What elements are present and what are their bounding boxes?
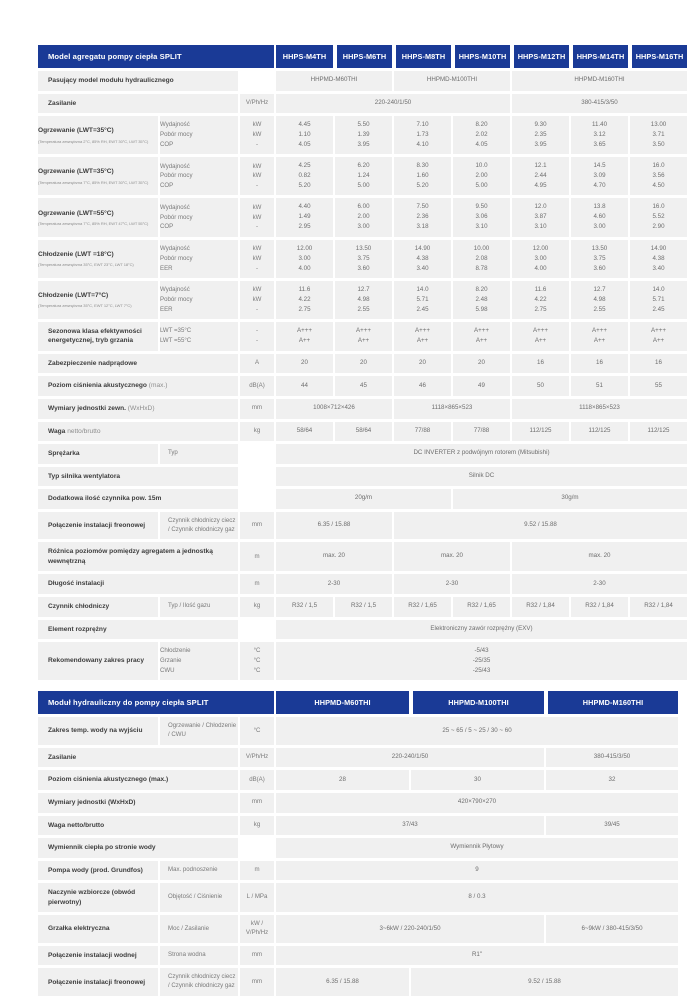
row-energy-class bbox=[38, 322, 687, 351]
value-cell: 9.52 / 15.88 bbox=[394, 512, 687, 540]
value-cell: A+++ A++ bbox=[335, 322, 392, 351]
unit-text: kW bbox=[252, 131, 262, 139]
row-label: Połączenie instalacji freonowej bbox=[38, 512, 158, 540]
unit-text: - bbox=[255, 141, 259, 149]
value-cell: 44 bbox=[276, 376, 333, 396]
row-label bbox=[38, 281, 158, 319]
param-names: Max. podnoszenie bbox=[160, 861, 238, 881]
value-cell: 50 bbox=[512, 376, 569, 396]
unit-cell: V/Ph/Hz bbox=[240, 748, 274, 768]
unit-cell: kW / V/Ph/Hz bbox=[240, 915, 274, 943]
row-label-note: (max.) bbox=[148, 382, 168, 390]
value-cell: 8.20 2.48 5.98 bbox=[453, 281, 510, 319]
row-label-sub: (Temperatura zewnętrzna 7°C, 85% RH, EWT 30°C, LWT 35°C) bbox=[38, 180, 149, 186]
row-label-sub: (Temperatura zewnętrzna 7°C, 85% RH, EWT 47°C, LWT 55°C) bbox=[38, 221, 149, 227]
value-cell: max. 20 bbox=[512, 542, 687, 571]
value-cell: DC INVERTER z podwójnym rotorem (Mitsubishi) bbox=[276, 444, 687, 464]
row-cooling-7 bbox=[38, 281, 687, 319]
value-cell: 58/64 bbox=[276, 422, 333, 442]
value-cell: 13.50 3.75 3.60 bbox=[335, 240, 392, 278]
row-label: Wymiary jednostki zewn. (WxHxD) bbox=[38, 399, 238, 419]
value-cell: 20g/m bbox=[276, 489, 451, 509]
value-cell: 13.00 3.71 3.50 bbox=[630, 116, 687, 154]
unit-cell: - - bbox=[240, 322, 274, 351]
module-header-2: HHPMD-M160THI bbox=[546, 691, 678, 714]
value-cell: 112/125 bbox=[512, 422, 569, 442]
row-label: Różnica poziomów pomiędzy agregatem a jednostką wewnętrzną bbox=[38, 542, 238, 571]
row-label: Rekomendowany zakres pracy bbox=[38, 642, 158, 680]
param-names: Wydajność Pobór mocy EER bbox=[160, 240, 238, 278]
value-cell: 39/45 bbox=[546, 816, 678, 836]
value-cell: R32 / 1,84 bbox=[512, 597, 569, 617]
unit-cell bbox=[240, 620, 274, 640]
row-label: Dodatkowa ilość czynnika pow. 15m bbox=[38, 489, 238, 509]
row-label-sub: (Temperatura zewnętrzna 35°C, EWT 23°C, LWT 18°C) bbox=[38, 262, 134, 268]
row-label-sub: (Temperatura zewnętrzna 2°C, 85% RH, EWT 30°C, LWT 35°C) bbox=[38, 138, 149, 144]
param-name: COP bbox=[160, 182, 174, 190]
value-cell: 77/88 bbox=[453, 422, 510, 442]
value-cell: 13.50 3.75 3.60 bbox=[571, 240, 628, 278]
param-name: Pobór mocy bbox=[160, 131, 193, 139]
value-cell: 9.52 / 15.88 bbox=[411, 968, 678, 996]
unit-cell bbox=[240, 71, 274, 91]
row-label: Zabezpieczenie nadprądowe bbox=[38, 354, 238, 374]
value-cell: 14.90 4.38 3.40 bbox=[394, 240, 451, 278]
value-cell: 14.90 4.38 3.40 bbox=[630, 240, 687, 278]
value-cell: 8.30 1.60 5.20 bbox=[394, 157, 451, 195]
model-header-2: HHPS-M8TH bbox=[394, 45, 451, 68]
row-dimensions bbox=[38, 399, 687, 419]
value-cell: 9.30 2.35 3.95 bbox=[512, 116, 569, 154]
param-name: Wydajność bbox=[160, 162, 190, 170]
value-cell: A+++ A++ bbox=[276, 322, 333, 351]
row-extra-refrigerant bbox=[38, 489, 687, 509]
unit-table-header-row bbox=[38, 45, 687, 68]
row-module-power-supply bbox=[38, 748, 678, 768]
module-header-0: HHPMD-M60THI bbox=[276, 691, 409, 714]
value-cell: 7.50 2.36 3.18 bbox=[394, 198, 451, 236]
value-cell: 12.0 3.87 3.10 bbox=[512, 198, 569, 236]
row-overcurrent bbox=[38, 354, 687, 374]
value-cell: 30 bbox=[411, 770, 544, 790]
row-label: Waga netto/brutto bbox=[38, 422, 238, 442]
value-cell: 9.50 3.06 3.10 bbox=[453, 198, 510, 236]
value-cell: 12.1 2.44 4.95 bbox=[512, 157, 569, 195]
row-label: Grzałka elektryczna bbox=[38, 915, 158, 943]
row-power-supply bbox=[38, 94, 687, 114]
value-cell: 2-30 bbox=[512, 574, 687, 594]
param-name: Pobór mocy bbox=[160, 172, 193, 180]
value-cell: 20 bbox=[335, 354, 392, 374]
row-water-temp-range bbox=[38, 717, 678, 745]
row-label: Pompa wody (prod. Grundfos) bbox=[38, 861, 158, 881]
row-heat-exchanger bbox=[38, 838, 678, 858]
unit-cell bbox=[240, 838, 274, 858]
row-label: Element rozprężny bbox=[38, 620, 238, 640]
unit-cell: kW kW - bbox=[240, 198, 274, 236]
param-names: Czynnik chłodniczy ciecz / Czynnik chłodniczy gaz bbox=[160, 512, 238, 540]
row-label-note: netto/brutto bbox=[67, 427, 101, 435]
row-heating-35-b bbox=[38, 157, 687, 195]
value-cell: 16 bbox=[630, 354, 687, 374]
value-cell: 4.45 1.10 4.05 bbox=[276, 116, 333, 154]
param-names: Typ bbox=[160, 444, 238, 464]
value-cell: 6.00 2.00 3.00 bbox=[335, 198, 392, 236]
row-label: Wymiary jednostki (WxHxD) bbox=[38, 793, 238, 813]
value-cell: 112/125 bbox=[571, 422, 628, 442]
row-module-sound-pressure bbox=[38, 770, 678, 790]
row-label-main: Chłodzenie (LWT=7°C) bbox=[38, 291, 109, 299]
value-cell: 10.0 2.00 5.00 bbox=[453, 157, 510, 195]
unit-spec-table bbox=[36, 42, 689, 683]
value-cell: 16 bbox=[512, 354, 569, 374]
value-cell: 6.35 / 15.88 bbox=[276, 512, 392, 540]
unit-cell bbox=[240, 467, 274, 487]
value-cell: 37/43 bbox=[276, 816, 544, 836]
value-cell: 13.8 4.60 3.00 bbox=[571, 198, 628, 236]
value-cell: 14.0 5.71 2.45 bbox=[394, 281, 451, 319]
unit-cell: °C bbox=[240, 717, 274, 745]
row-label: Połączenie instalacji freonowej bbox=[38, 968, 158, 996]
value-cell: 14.5 3.09 4.70 bbox=[571, 157, 628, 195]
param-names bbox=[160, 116, 238, 154]
unit-cell: mm bbox=[240, 968, 274, 996]
row-heating-55 bbox=[38, 198, 687, 236]
row-operating-range bbox=[38, 642, 687, 680]
unit-cell bbox=[240, 444, 274, 464]
value-cell: 1118×865×523 bbox=[394, 399, 510, 419]
row-label: Połączenie instalacji wodnej bbox=[38, 946, 158, 966]
value-cell: 25 ~ 65 / 5 ~ 25 / 30 ~ 60 bbox=[276, 717, 678, 745]
value-cell: HHPMD-M60THI bbox=[276, 71, 392, 91]
value-cell: 11.40 3.12 3.65 bbox=[571, 116, 628, 154]
unit-cell: °C °C °C bbox=[240, 642, 274, 680]
model-header-0: HHPS-M4TH bbox=[276, 45, 333, 68]
row-label-sub: (Temperatura zewnętrzna 35°C, EWT 12°C, LWT 7°C) bbox=[38, 303, 132, 309]
module-table-title: Moduł hydrauliczny do pompy ciepła SPLIT bbox=[38, 691, 274, 714]
unit-cell: mm bbox=[240, 793, 274, 813]
unit-text: kW bbox=[252, 121, 262, 129]
row-label-main: Ogrzewanie (LWT=55°C) bbox=[38, 209, 114, 217]
value-cell: 51 bbox=[571, 376, 628, 396]
value-cell: Elektroniczny zawór rozprężny (EXV) bbox=[276, 620, 687, 640]
value-cell: max. 20 bbox=[276, 542, 392, 571]
value-cell: 10.00 2.08 8.78 bbox=[453, 240, 510, 278]
module-table-header-row bbox=[38, 691, 678, 714]
row-water-pump bbox=[38, 861, 678, 881]
row-expansion-element bbox=[38, 620, 687, 640]
row-label: Sprężarka bbox=[38, 444, 158, 464]
value-cell: 4.40 1.49 2.95 bbox=[276, 198, 333, 236]
row-pipe-length bbox=[38, 574, 687, 594]
value-cell: 220-240/1/50 bbox=[276, 94, 510, 114]
value-cell: 20 bbox=[453, 354, 510, 374]
value-cell: 77/88 bbox=[394, 422, 451, 442]
param-names: Objętość / Ciśnienie bbox=[160, 883, 238, 912]
value-cell: 12.00 3.00 4.00 bbox=[512, 240, 569, 278]
row-fan-motor bbox=[38, 467, 687, 487]
value-cell: A+++ A++ bbox=[512, 322, 569, 351]
row-label: Zasilanie bbox=[38, 94, 238, 114]
value-cell: Silnik DC bbox=[276, 467, 687, 487]
value-cell: 1008×712×426 bbox=[276, 399, 392, 419]
row-label: Pasujący model modułu hydraulicznego bbox=[38, 71, 238, 91]
row-module-dimensions bbox=[38, 793, 678, 813]
model-header-4: HHPS-M12TH bbox=[512, 45, 569, 68]
unit-cell: m bbox=[240, 861, 274, 881]
row-module-weight bbox=[38, 816, 678, 836]
value-cell: 9 bbox=[276, 861, 678, 881]
row-label bbox=[38, 198, 158, 236]
value-cell: R32 / 1,5 bbox=[276, 597, 333, 617]
value-cell: 20 bbox=[276, 354, 333, 374]
value-cell: R1" bbox=[276, 946, 678, 966]
value-cell: 58/64 bbox=[335, 422, 392, 442]
value-cell: 5.50 1.39 3.95 bbox=[335, 116, 392, 154]
row-label: Sezonowa klasa efektywności energetycznej, tryb grzania bbox=[38, 322, 158, 351]
value-cell: 8.20 2.02 4.05 bbox=[453, 116, 510, 154]
value-cell: 12.00 3.00 4.00 bbox=[276, 240, 333, 278]
unit-cell bbox=[240, 116, 274, 154]
model-header-6: HHPS-M16TH bbox=[630, 45, 687, 68]
row-expansion-vessel bbox=[38, 883, 678, 912]
value-cell: 16.0 3.56 4.50 bbox=[630, 157, 687, 195]
row-label bbox=[38, 240, 158, 278]
row-label bbox=[38, 157, 158, 195]
unit-cell: V/Ph/Hz bbox=[240, 94, 274, 114]
row-electric-heater bbox=[38, 915, 678, 943]
row-label: Wymiennik ciepła po stronie wody bbox=[38, 838, 238, 858]
row-label: Zakres temp. wody na wyjściu bbox=[38, 717, 158, 745]
unit-cell: mm bbox=[240, 399, 274, 419]
value-cell: 2-30 bbox=[276, 574, 392, 594]
unit-cell: L / MPa bbox=[240, 883, 274, 912]
value-cell: A+++ A++ bbox=[453, 322, 510, 351]
value-cell: 6.35 / 15.88 bbox=[276, 968, 409, 996]
unit-cell: m bbox=[240, 574, 274, 594]
value-cell: 3~6kW / 220-240/1/50 bbox=[276, 915, 544, 943]
row-water-connection bbox=[38, 946, 678, 966]
param-names: Wydajność Pobór mocy EER bbox=[160, 281, 238, 319]
value-cell: 55 bbox=[630, 376, 687, 396]
param-names: Chłodzenie Grzanie CWU bbox=[160, 642, 238, 680]
param-name: Wydajność bbox=[160, 121, 190, 129]
unit-cell: kg bbox=[240, 816, 274, 836]
value-cell: 420×790×270 bbox=[276, 793, 678, 813]
module-header-1: HHPMD-M100THI bbox=[411, 691, 544, 714]
value-cell: A+++ A++ bbox=[571, 322, 628, 351]
value-cell: 16.0 5.52 2.90 bbox=[630, 198, 687, 236]
value-cell: 16 bbox=[571, 354, 628, 374]
value-cell: 46 bbox=[394, 376, 451, 396]
unit-cell: mm bbox=[240, 946, 274, 966]
unit-cell: kg bbox=[240, 422, 274, 442]
value-cell: 220-240/1/50 bbox=[276, 748, 544, 768]
value-cell: R32 / 1,84 bbox=[630, 597, 687, 617]
unit-cell: kW kW - bbox=[240, 281, 274, 319]
value-cell: 112/125 bbox=[630, 422, 687, 442]
param-name: COP bbox=[160, 141, 174, 149]
row-compressor bbox=[38, 444, 687, 464]
row-label-main: Ogrzewanie (LWT=35°C) bbox=[38, 168, 114, 176]
value-cell: R32 / 1,65 bbox=[453, 597, 510, 617]
row-sound-pressure bbox=[38, 376, 687, 396]
value-cell: 4.25 0.82 5.20 bbox=[276, 157, 333, 195]
value-cell: HHPMD-M160THI bbox=[512, 71, 687, 91]
unit-cell: kW kW - bbox=[240, 157, 274, 195]
param-names: Czynnik chłodniczy ciecz / Czynnik chłodniczy gaz bbox=[160, 968, 238, 996]
value-cell: 12.7 4.98 2.55 bbox=[571, 281, 628, 319]
row-label: Długość instalacji bbox=[38, 574, 238, 594]
model-header-1: HHPS-M6TH bbox=[335, 45, 392, 68]
value-cell: 11.6 4.22 2.75 bbox=[276, 281, 333, 319]
model-header-5: HHPS-M14TH bbox=[571, 45, 628, 68]
value-cell: 20 bbox=[394, 354, 451, 374]
row-label-note: (WxHxD) bbox=[127, 404, 155, 412]
value-cell: 7.10 1.73 4.10 bbox=[394, 116, 451, 154]
value-cell: -5/43 -25/35 -25/43 bbox=[276, 642, 687, 680]
value-cell: A+++ A++ bbox=[630, 322, 687, 351]
value-cell: HHPMD-M100THI bbox=[394, 71, 510, 91]
model-header-3: HHPS-M10TH bbox=[453, 45, 510, 68]
row-label: Naczynie wzbiorcze (obwód pierwotny) bbox=[38, 883, 158, 912]
param-names: Wydajność Pobór mocy COP bbox=[160, 198, 238, 236]
value-cell: 6.20 1.24 5.00 bbox=[335, 157, 392, 195]
row-level-difference bbox=[38, 542, 687, 571]
value-cell: 1118×865×523 bbox=[512, 399, 687, 419]
value-cell: R32 / 1,5 bbox=[335, 597, 392, 617]
value-cell: 2-30 bbox=[394, 574, 510, 594]
value-cell: 380-415/3/50 bbox=[512, 94, 687, 114]
row-heating-35-a bbox=[38, 116, 687, 154]
value-cell: 45 bbox=[335, 376, 392, 396]
row-refrigerant bbox=[38, 597, 687, 617]
param-names bbox=[160, 157, 238, 195]
row-label-main: Chłodzenie (LWT =18°C) bbox=[38, 250, 114, 258]
row-label: Typ silnika wentylatora bbox=[38, 467, 238, 487]
module-spec-table bbox=[36, 688, 680, 999]
unit-cell bbox=[240, 489, 274, 509]
unit-cell: kg bbox=[240, 597, 274, 617]
param-names: Typ / Ilość gazu bbox=[160, 597, 238, 617]
value-cell: 380-415/3/50 bbox=[546, 748, 678, 768]
unit-cell: kW kW - bbox=[240, 240, 274, 278]
unit-cell: A bbox=[240, 354, 274, 374]
unit-table-title: Model agregatu pompy ciepła SPLIT bbox=[38, 45, 274, 68]
value-cell: 14.0 5.71 2.45 bbox=[630, 281, 687, 319]
param-names: LWT =35°C LWT =55°C bbox=[160, 322, 238, 351]
row-label-main: Ogrzewanie (LWT=35°C) bbox=[38, 127, 114, 135]
param-names: Ogrzewanie / Chłodzenie / CWU bbox=[160, 717, 238, 745]
value-cell: R32 / 1,84 bbox=[571, 597, 628, 617]
value-cell: A+++ A++ bbox=[394, 322, 451, 351]
row-label: Czynnik chłodniczy bbox=[38, 597, 158, 617]
row-label: Poziom ciśnienia akustycznego (max.) bbox=[38, 770, 238, 790]
unit-cell: dB(A) bbox=[240, 770, 274, 790]
row-hydraulic-model bbox=[38, 71, 687, 91]
unit-cell: m bbox=[240, 542, 274, 571]
row-label: Poziom ciśnienia akustycznego (max.) bbox=[38, 376, 238, 396]
row-label: Zasilanie bbox=[38, 748, 238, 768]
row-label bbox=[38, 116, 158, 154]
value-cell: 11.6 4.22 2.75 bbox=[512, 281, 569, 319]
value-cell: Wymiennik Płytowy bbox=[276, 838, 678, 858]
row-weight bbox=[38, 422, 687, 442]
value-cell: max. 20 bbox=[394, 542, 510, 571]
row-freon-connection bbox=[38, 512, 687, 540]
value-cell: 6~9kW / 380-415/3/50 bbox=[546, 915, 678, 943]
value-cell: 28 bbox=[276, 770, 409, 790]
row-label: Waga netto/brutto bbox=[38, 816, 238, 836]
row-module-freon-connection bbox=[38, 968, 678, 996]
value-cell: 12.7 4.98 2.55 bbox=[335, 281, 392, 319]
value-cell: 32 bbox=[546, 770, 678, 790]
value-cell: 30g/m bbox=[453, 489, 687, 509]
value-cell: R32 / 1,65 bbox=[394, 597, 451, 617]
param-names: Strona wodna bbox=[160, 946, 238, 966]
unit-cell: dB(A) bbox=[240, 376, 274, 396]
row-cooling-18 bbox=[38, 240, 687, 278]
value-cell: 8 / 0.3 bbox=[276, 883, 678, 912]
value-cell: 49 bbox=[453, 376, 510, 396]
unit-cell: mm bbox=[240, 512, 274, 540]
param-names: Moc / Zasilanie bbox=[160, 915, 238, 943]
